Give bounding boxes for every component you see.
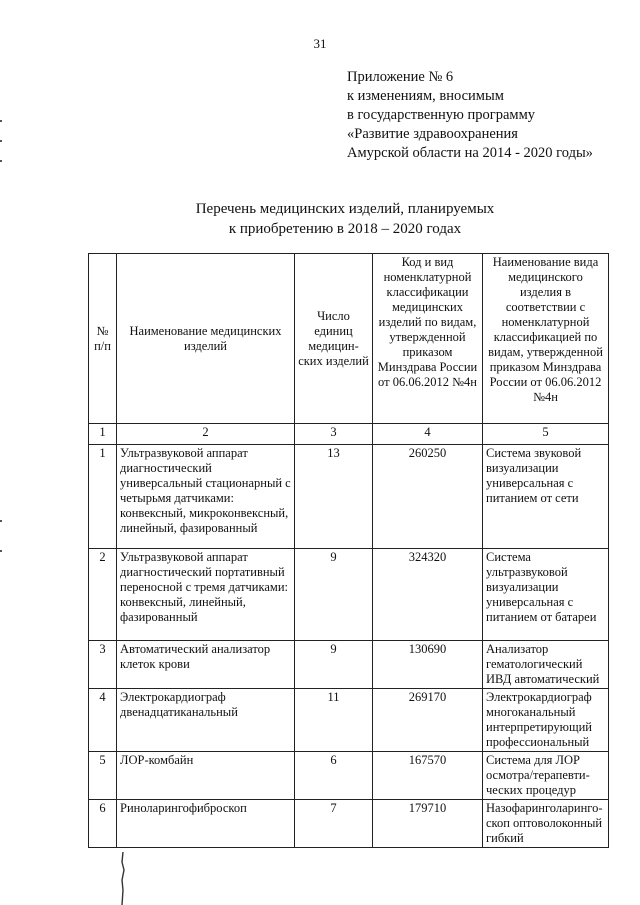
appendix-line: в государственную программу [347, 107, 536, 123]
row-code: 324320 [373, 549, 483, 641]
column-index: 4 [373, 424, 483, 445]
row-device-type: Система для ЛОР осмотра/терапевти-ческих процедур [483, 752, 609, 800]
row-num: 3 [89, 641, 117, 689]
column-index: 5 [483, 424, 609, 445]
document-title [150, 199, 540, 239]
document-title-line: к приобретению в 2018 – 2020 годах [228, 221, 462, 237]
appendix-line: «Развитие здравоохранения [347, 126, 518, 142]
row-device-type: Электрокардиограф многоканальный интерпретирующий профессиональный [483, 689, 609, 752]
row-device-name: Электрокардиограф двенадцатиканальный [117, 689, 295, 752]
table-row [89, 689, 609, 752]
row-num: 6 [89, 800, 117, 848]
appendix-line: Приложение № 6 [347, 69, 454, 85]
row-code: 260250 [373, 445, 483, 549]
row-device-name: ЛОР-комбайн [117, 752, 295, 800]
row-device-type: Анализатор гематологический ИВД автоматический [483, 641, 609, 689]
table-row [89, 800, 609, 848]
header-count: Число единиц медицин-ских изделий [295, 254, 373, 424]
scan-edge-line [120, 852, 126, 905]
row-count: 7 [295, 800, 373, 848]
row-count: 11 [295, 689, 373, 752]
row-count: 6 [295, 752, 373, 800]
row-device-name: Автоматический анализатор клеток крови [117, 641, 295, 689]
appendix-line: к изменениям, вносимым [347, 88, 504, 104]
row-device-name: Ультразвуковой аппарат диагностический универсальный стационарный с четырьмя датчиками: конвексный, микроконвексный, линейный, фазированный [117, 445, 295, 549]
row-device-name: Ультразвуковой аппарат диагностический портативный переносной с тремя датчиками: конвексный, линейный, фазированный [117, 549, 295, 641]
row-num: 2 [89, 549, 117, 641]
scan-edge-marks [0, 520, 3, 580]
document-title-line: Перечень медицинских изделий, планируемых [195, 201, 495, 217]
column-index: 1 [89, 424, 117, 445]
header-code: Код и вид номенклатурной классификации медицинских изделий по видам, утвержденной приказом Минздрава России от 06.06.2012 №4н [373, 254, 483, 424]
appendix-line: Амурской области на 2014 - 2020 годы» [347, 145, 593, 161]
row-device-type: Система звуковой визуализации универсальная с питанием от сети [483, 445, 609, 549]
medical-devices-table [88, 253, 609, 848]
table-row [89, 549, 609, 641]
column-index: 3 [295, 424, 373, 445]
header-name: Наименование медицинских изделий [117, 254, 295, 424]
page-number: 31 [313, 36, 327, 51]
header-type: Наименование вида медицинского изделия в соответствии с номенклатурной классификацией по видам, утвержденной приказом Минздрава России от 06.06.2012 №4н [483, 254, 609, 424]
row-code: 269170 [373, 689, 483, 752]
row-code: 179710 [373, 800, 483, 848]
row-device-type: Назофаринголаринго-скоп оптоволоконный гибкий [483, 800, 609, 848]
column-index: 2 [117, 424, 295, 445]
appendix-note [347, 68, 593, 163]
row-code: 130690 [373, 641, 483, 689]
row-count: 9 [295, 549, 373, 641]
row-num: 5 [89, 752, 117, 800]
row-num: 4 [89, 689, 117, 752]
row-device-type: Система ультразвуковой визуализации универсальная с питанием от батареи [483, 549, 609, 641]
table-header-row [89, 254, 609, 424]
row-code: 167570 [373, 752, 483, 800]
row-device-name: Ринолaрингофиброскоп [117, 800, 295, 848]
row-count: 9 [295, 641, 373, 689]
header-num: № п/п [89, 254, 117, 424]
row-count: 13 [295, 445, 373, 549]
table-row [89, 445, 609, 549]
scan-edge-marks [0, 120, 3, 180]
table-row [89, 641, 609, 689]
table-row [89, 752, 609, 800]
column-index-row [89, 424, 609, 445]
row-num: 1 [89, 445, 117, 549]
